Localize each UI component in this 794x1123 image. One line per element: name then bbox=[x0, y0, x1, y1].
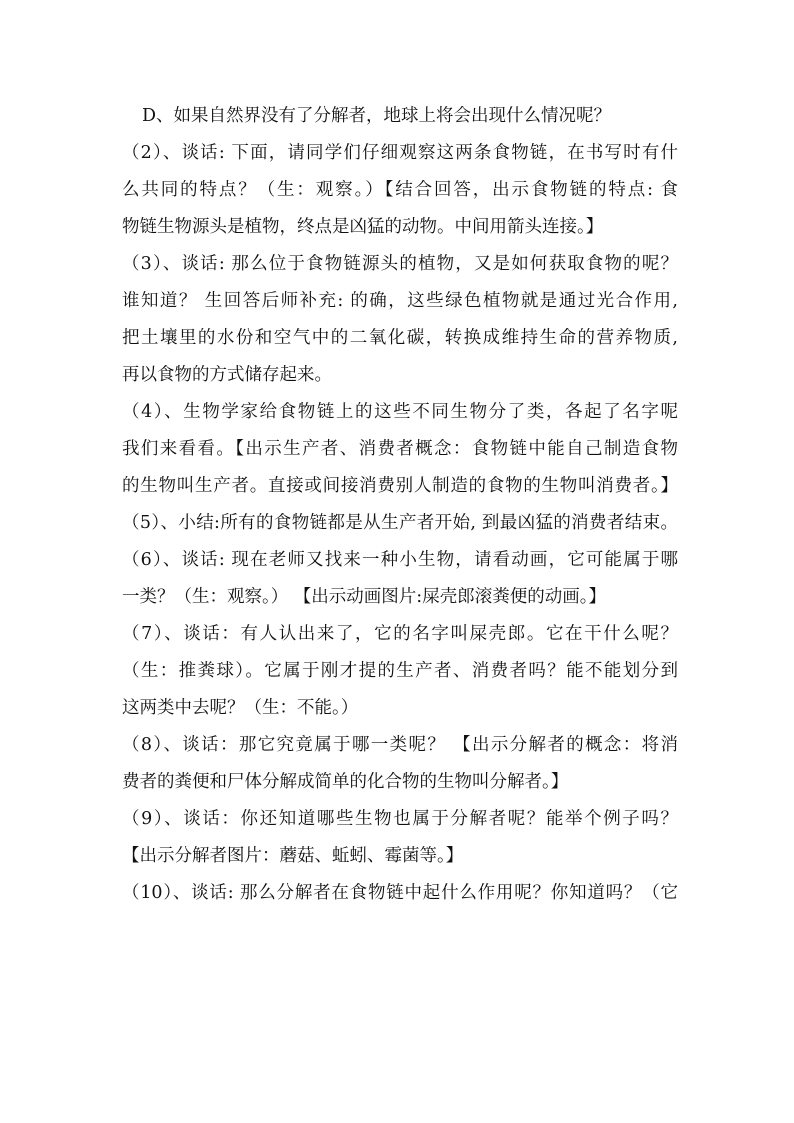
text-line-5: （3）、谈话: 那么位于食物链源头的植物，又是如何获取食物的呢？ bbox=[122, 254, 678, 274]
text-line-10: 我们来看看。【出示生产者、消费者概念：食物链中能自己制造食物 bbox=[122, 439, 678, 459]
text-line-14: 一类？（生：观察。） 【出示动画图片:屎壳郎滚粪便的动画。】 bbox=[122, 587, 606, 607]
text-line-17: 这两类中去呢？（生：不能。） bbox=[122, 698, 359, 718]
text-line-12: （5）、小结:所有的食物链都是从生产者开始, 到最凶猛的消费者结束。 bbox=[122, 513, 678, 533]
document-page bbox=[122, 98, 678, 912]
text-line-1: D、如果自然界没有了分解者，地球上将会出现什么情况呢？ bbox=[142, 106, 612, 126]
text-line-22: （10）、谈话: 那么分解者在食物链中起什么作用呢？你知道吗？（它 bbox=[122, 883, 678, 903]
text-line-2: （2）、谈话: 下面，请同学们仔细观察这两条食物链，在书写时有什 bbox=[122, 143, 678, 163]
text-line-21: 【出示分解者图片：蘑菇、蚯蚓、霉菌等。】 bbox=[122, 846, 464, 866]
text-line-19: 费者的粪便和尸体分解成简单的化合物的生物叫分解者。】 bbox=[122, 772, 569, 792]
text-line-18: （8）、谈话：那它究竟属于哪一类呢？ 【出示分解者的概念：将消 bbox=[122, 735, 678, 755]
text-line-3: 么共同的特点？（生：观察。）【结合回答，出示食物链的特点: 食 bbox=[122, 180, 678, 200]
text-line-4: 物链生物源头是植物，终点是凶猛的动物。中间用箭头连接。】 bbox=[122, 217, 604, 237]
text-line-8: 再以食物的方式储存起来。 bbox=[122, 365, 332, 385]
text-line-6: 谁知道？ 生回答后师补充: 的确，这些绿色植物就是通过光合作用, bbox=[122, 291, 678, 311]
text-line-15: （7）、谈话：有人认出来了，它的名字叫屎壳郎。它在干什么呢？ bbox=[122, 624, 678, 644]
text-line-16: （生：推粪球）。它属于刚才提的生产者、消费者吗？能不能划分到 bbox=[122, 661, 678, 681]
text-line-13: （6）、谈话: 现在老师又找来一种小生物，请看动画，它可能属于哪 bbox=[122, 550, 678, 570]
text-line-11: 的生物叫生产者。直接或间接消费别人制造的食物的生物叫消费者。】 bbox=[122, 476, 678, 496]
text-line-9: （4）、生物学家给食物链上的这些不同生物分了类，各起了名字呢 bbox=[122, 402, 678, 422]
text-line-20: （9）、谈话：你还知道哪些生物也属于分解者呢？能举个例子吗？ bbox=[122, 809, 678, 829]
text-line-7: 把土壤里的水份和空气中的二氧化碳，转换成维持生命的营养物质, bbox=[122, 328, 678, 348]
